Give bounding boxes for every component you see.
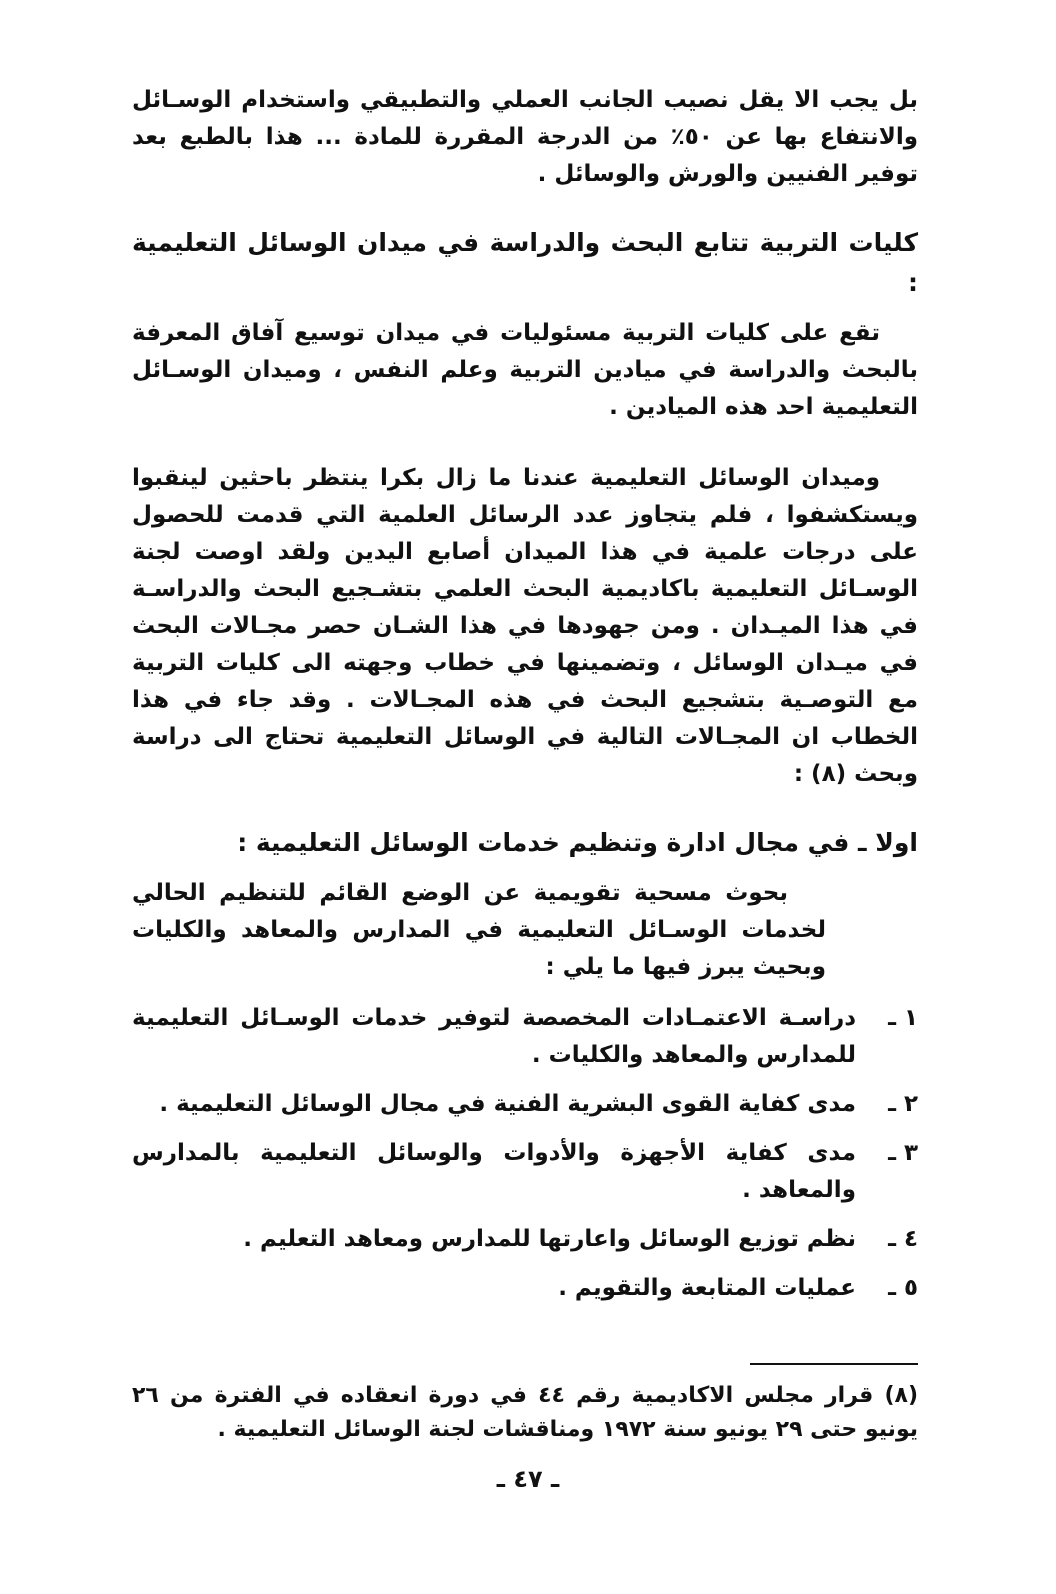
section-heading-administration: اولا ـ في مجال ادارة وتنظيم خدمات الوسائل التعليمية : <box>237 828 918 857</box>
page-content <box>132 82 918 1447</box>
list-item-text: نظم توزيع الوسائل واعارتها للمدارس ومعاهد التعليم . <box>243 1226 856 1252</box>
list-item <box>132 1135 918 1209</box>
list-item <box>132 1000 918 1074</box>
list-item <box>132 1221 918 1258</box>
list-item-number: ٥ ـ <box>888 1275 918 1301</box>
list-item-text: مدى كفاية القوى البشرية الفنية في مجال الوسائل التعليمية . <box>159 1091 856 1117</box>
section-heading-colleges: كليات التربية تتابع البحث والدراسة في ميدان الوسائل التعليمية : <box>132 228 918 297</box>
list-item <box>132 1086 918 1123</box>
list-item-number: ٤ ـ <box>888 1226 918 1252</box>
list-item-text: مدى كفاية الأجهزة والأدوات والوسائل التعليمية بالمدارس والمعاهد . <box>132 1140 856 1203</box>
footnote-divider <box>750 1363 918 1365</box>
list-item-number: ١ ـ <box>888 1005 918 1031</box>
paragraph-responsibilities: تقع على كليات التربية مسئوليات في ميدان توسيع آفاق المعرفة بالبحث والدراسة في ميادين التربية وعلم النفس ، وميدان الوسـائل التعليمية احد هذه الميادين . <box>132 320 918 420</box>
research-areas-list <box>132 1000 918 1307</box>
list-item-number: ٢ ـ <box>888 1091 918 1117</box>
list-item-number: ٣ ـ <box>888 1140 918 1166</box>
footnote: (٨) قرار مجلس الاكاديمية رقم ٤٤ في دورة انعقاده في الفترة من ٢٦ يونيو حتى ٢٩ يونيو سنة ١٩٧٢ ومناقشات لجنة الوسائل التعليمية . <box>132 1383 919 1442</box>
page-number: ـ ٤٧ ـ <box>496 1465 560 1493</box>
paragraph-research-field: وميدان الوسائل التعليمية عندنا ما زال بكرا ينتظر باحثين لينقبوا ويستكشفوا ، فلم يتجاوز عدد الرسائل العلمية التي قدمت للحصول على درجات علمية في هذا الميدان أصابع اليدين ولقد اوصت لجنة الوسـائل التعليمية باكاديمية البحث العلمي بتشـجيع البحث والدراسـة في هذا الميـدان . ومن جهودها في هذا الشـان حصر مجـالات البحث في ميـدان الوسائل ، وتضمينها في خطاب وجهته الى كليات التربية مع التوصـية بتشجيع البحث في هذه المجـالات . وقد جاء في هذا الخطاب ان المجـالات التالية في الوسائل التعليمية تحتاج الى دراسة وبحث (٨) : <box>132 465 918 787</box>
paragraph-survey-research: بحوث مسحية تقويمية عن الوضع القائم للتنظيم الحالي لخدمات الوسـائل التعليمية في المدارس والمعاهد والكليات وبحيث يبرز فيها ما يلي : <box>132 880 826 980</box>
list-item-text: عمليات المتابعة والتقويم . <box>558 1275 856 1301</box>
list-item <box>132 1270 918 1307</box>
intro-paragraph: بل يجب الا يقل نصيب الجانب العملي والتطبيقي واستخدام الوسـائل والانتفاع بها عن ٥٠٪ من الدرجة المقررة للمادة ... هذا بالطبع بعد توفير الفنيين والورش والوسائل . <box>132 87 918 187</box>
list-item-text: دراسـة الاعتمـادات المخصصة لتوفير خدمات الوسـائل التعليمية للمدارس والمعاهد والكليات . <box>132 1005 856 1068</box>
